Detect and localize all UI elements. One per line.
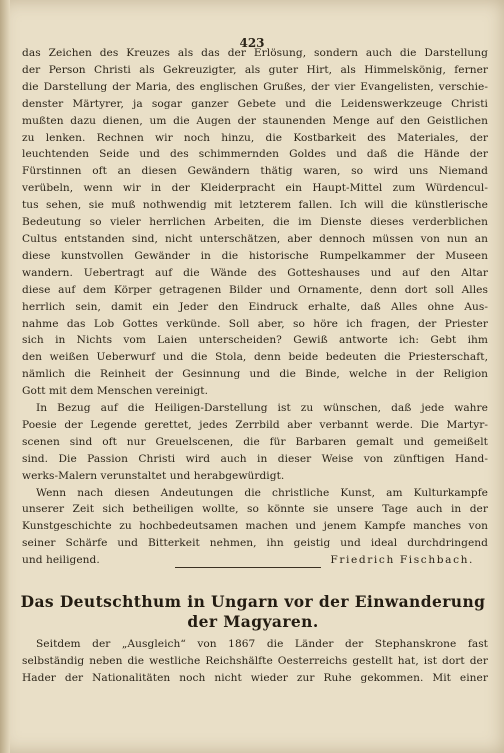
text-line: Hader der Nationalitäten noch nicht wieder zur Ruhe gekommen. Mit einer xyxy=(22,671,488,684)
author-signature: Friedrich Fischbach. xyxy=(330,554,474,567)
page-binding-shadow xyxy=(0,0,10,753)
text-line: zu lenken. Rechnen wir noch hinzu, die Kostbarkeit des Materiales, der xyxy=(22,131,488,144)
text-line: werks-Malern verunstaltet und herabgewürdigt. xyxy=(22,469,285,482)
text-line: sich in Nichts vom Laien unterscheiden? Gewiß antworte ich: Gebt ihm xyxy=(22,334,488,347)
text-line: nämlich die Reinheit der Gesinnung und die Binde, welche in der Religion xyxy=(22,368,488,381)
text-line: seiner Schärfe und Bitterkeit nehmen, ihn geistig und ideal durchdringend xyxy=(22,537,488,550)
text-line: nahme das Lob Gottes verkünde. Soll aber, so höre ich fragen, der Priester xyxy=(22,317,488,330)
text-line: scenen sind oft nur Greuelscenen, die für Barbaren gemalt und gemeißelt xyxy=(22,435,488,448)
article-body xyxy=(22,45,488,569)
text-line: In Bezug auf die Heiligen-Darstellung ist zu wünschen, daß jede wahre xyxy=(36,402,488,415)
text-line: diese kunstvollen Gewänder in die historische Rumpelkammer der Museen xyxy=(22,249,488,262)
page-number: 423 xyxy=(239,36,265,50)
text-line: unserer Zeit sich betheiligen wollte, so könnte sie unsere Tage auch in der xyxy=(22,503,488,516)
article-intro xyxy=(22,636,488,687)
text-line: sind. Die Passion Christi wird auch in dieser Weise von zünftigen Hand- xyxy=(22,452,488,465)
text-line: Cultus entstanden sind, nicht unterschätzen, aber dennoch müssen von nun an xyxy=(22,232,488,245)
text-line: den weißen Ueberwurf und die Stola, denn beide bedeuten die Priesterschaft, xyxy=(22,351,488,364)
text-line: das Zeichen des Kreuzes als das der Erlösung, sondern auch die Darstellung xyxy=(22,47,488,59)
text-line: Gott mit dem Menschen vereinigt. xyxy=(22,385,209,398)
text-line: die Darstellung der Maria, des englischen Grußes, der vier Evangelisten, verschie- xyxy=(22,80,488,93)
text-line: wandern. Uebertragt auf die Wände des Gotteshauses und auf den Altar xyxy=(22,266,488,279)
text-line: Bedeutung so vieler herrlichen Arbeiten, die im Dienste dieses verderblichen xyxy=(22,216,488,229)
section-divider xyxy=(175,567,321,568)
text-line: der Person Christi als Gekreuzigter, als guter Hirt, als Himmelskönig, ferner xyxy=(22,63,488,76)
text-line: verübeln, wenn wir in der Kleiderpracht ein Haupt-Mittel zum Würdencul- xyxy=(22,182,488,195)
text-line: tus sehen, sie muß nothwendig mit letzterem fallen. Ich will die künstlerische xyxy=(22,199,488,212)
text-line: mußten dazu dienen, um die Augen der staunenden Menge auf den Geistlichen xyxy=(22,114,488,127)
text-line: herrlich sein, damit ein Jeder den Eindruck erhalte, daß Alles ohne Aus- xyxy=(22,300,488,313)
text-line: Fürstinnen oft an diesen Gewändern thätig waren, so wird uns Niemand xyxy=(22,165,488,178)
text-line: Seitdem der „Ausgleich“ von 1867 die Länder der Stephanskrone fast xyxy=(36,638,488,650)
text-line: Poesie der Legende gerettet, jedes Zerrbild aber verbannt werde. Die Martyr- xyxy=(22,418,488,431)
text-line: leuchtenden Seide und des schimmernden Goldes und daß die Hände der xyxy=(22,148,488,161)
text-line: Kunstgeschichte zu hochbedeutsamen machen und jenem Kampfe manches von xyxy=(22,520,488,533)
text-fragment: und heiligend. xyxy=(22,554,100,567)
text-line: selbständig neben die westliche Reichshälfte Oesterreichs gestellt hat, ist dort der xyxy=(22,654,488,667)
text-line: Wenn nach diesen Andeutungen die christliche Kunst, am Kulturkampfe xyxy=(36,486,488,499)
article-heading-continued: der Magyaren. xyxy=(187,612,319,631)
article-heading: Das Deutschthum in Ungarn vor der Einwanderung xyxy=(20,592,486,611)
text-line: denster Märtyrer, ja sogar ganzer Gebete und die Leidenswerkzeuge Christi xyxy=(22,97,488,110)
text-line: diese auf dem Körper getragenen Bilder und Ornamente, denn dort soll Alles xyxy=(22,283,488,296)
